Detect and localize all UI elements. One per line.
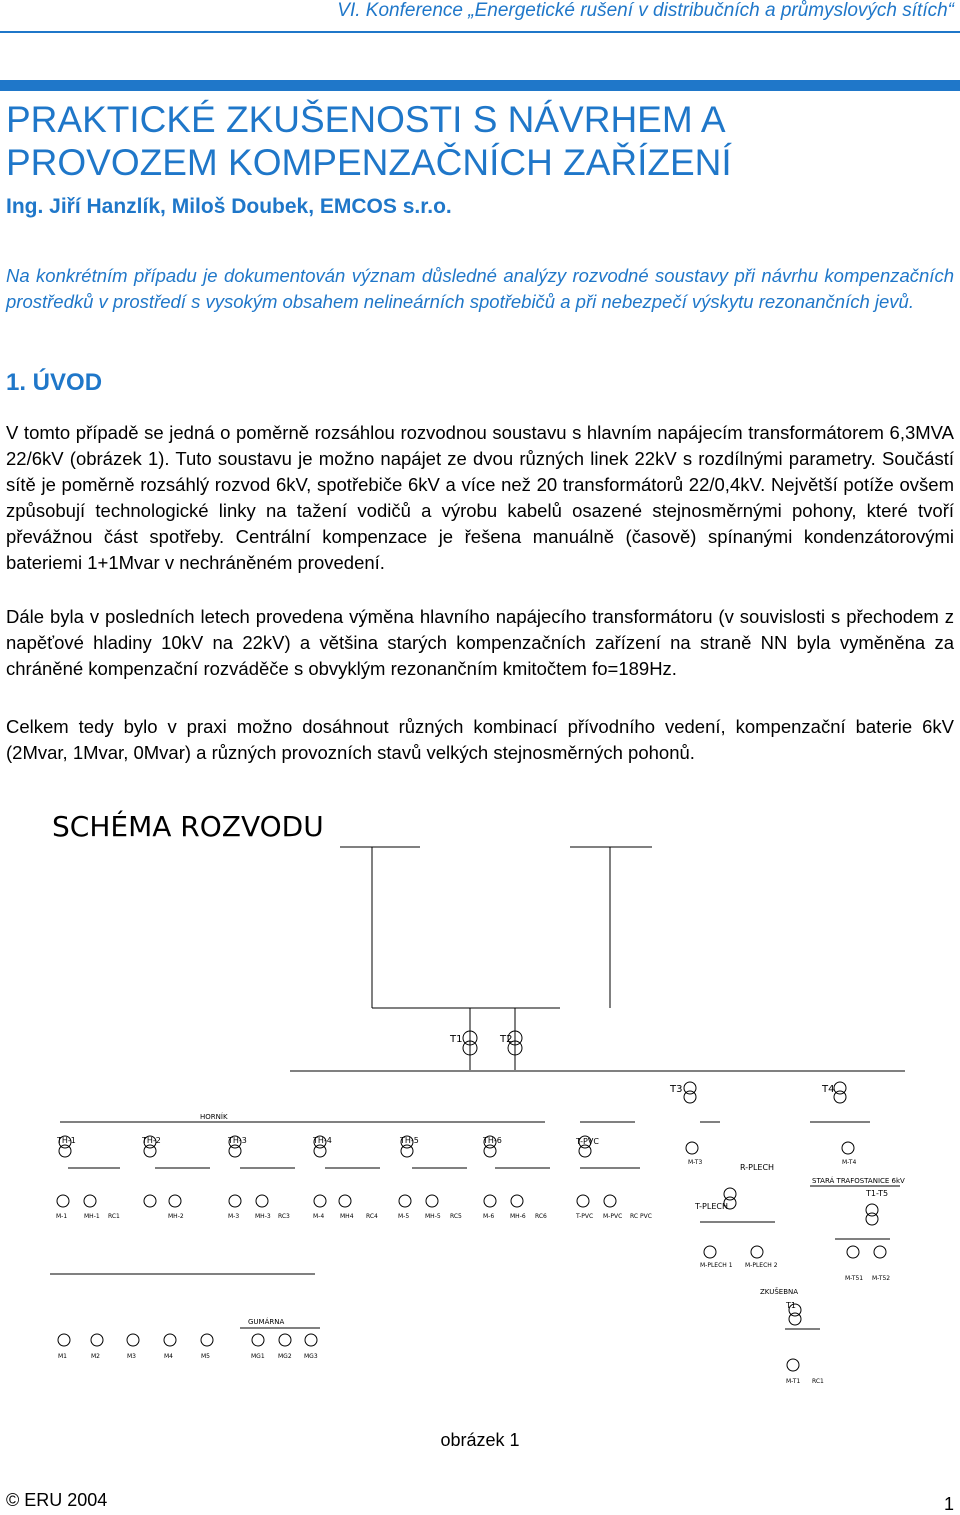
label-row2-mg1: MG1	[251, 1353, 265, 1360]
label-m6: M-6	[483, 1213, 495, 1220]
label-row2-m5: M5	[201, 1353, 210, 1360]
page-number: 1	[943, 1494, 954, 1514]
title-line-2: PROVOZEM KOMPENZAČNÍCH ZAŘÍZENÍ	[6, 142, 732, 183]
copyright: © ERU 2004	[6, 1490, 108, 1510]
label-row2-m3: M3	[127, 1353, 136, 1360]
label-rc1: RC1	[108, 1213, 120, 1220]
label-gumarna: GUMÁRNA	[248, 1318, 285, 1326]
paragraph-3: Celkem tedy bylo v praxi možno dosáhnout různých kombinací přívodního vedení, kompenzační baterie 6kV (2Mvar, 1Mvar, 0Mvar) a různých provozních stavů velkých stejnosměrných pohonů.	[6, 716, 954, 763]
label-m-pvc: M-PVC	[603, 1213, 623, 1220]
header-rule-thick	[0, 80, 960, 91]
label-th4: TH-4	[313, 1136, 332, 1145]
label-mh3: MH-3	[255, 1213, 271, 1220]
label-m-t52: M-T52	[872, 1275, 891, 1282]
label-t-pvc: T-PVC	[576, 1137, 599, 1146]
label-mh6: MH-6	[510, 1213, 526, 1220]
label-th2: TH-2	[142, 1136, 161, 1145]
label-mh1: MH-1	[84, 1213, 100, 1220]
label-t1-zkusebna: T1	[786, 1301, 796, 1310]
section-heading: 1. ÚVOD	[6, 369, 103, 396]
label-rc5: RC5	[450, 1213, 462, 1220]
schema-lines	[50, 847, 905, 1329]
label-t4: T4	[822, 1084, 835, 1095]
title-line-1: PRAKTICKÉ ZKUŠENOSTI S NÁVRHEM A	[6, 99, 726, 140]
conference-header: VI. Konference „Energetické rušení v distribučních a průmyslových sítích“	[337, 0, 954, 21]
motor-symbols	[57, 1142, 889, 1371]
schema-title: SCHÉMA ROZVODU	[52, 810, 324, 843]
label-r-plech: R-PLECH	[740, 1163, 775, 1172]
label-row2-m1: M1	[58, 1353, 67, 1360]
label-m-plech1: M-PLECH 1	[700, 1262, 733, 1269]
label-mh4: MH4	[340, 1213, 354, 1220]
header-rule-thin	[0, 31, 960, 33]
label-mh2: MH-2	[168, 1213, 184, 1220]
label-m-t1: M-T1	[786, 1378, 801, 1385]
label-m-t3: M-T3	[688, 1159, 703, 1166]
wiring-schematic	[0, 790, 960, 1430]
paragraph-2: Dále byla v posledních letech provedena výměna hlavního napájecího transformátoru (v souvislosti s přechodem z napěťové hladiny 10kV na 22kV) a většina starých kompenzačních zařízení na straně NN byla vyměněna za chráněné kompenzační rozváděče s obvyklým rezonančním kmitočtem fo=189Hz.	[6, 606, 954, 679]
paragraph-1: V tomto případě se jedná o poměrně rozsáhlou rozvodnou soustavu s hlavním napájecím transformátorem 6,3MVA 22/6kV (obrázek 1). Tuto soustavu je možno napájet ze dvou různých linek 22kV s rozdílnými parametry. Součástí sítě je poměrně rozsáhlý rozvod 6kV, spotřebiče 6kV a více než 20 transformátorů 22/0,4kV. Největší potíže ovšem způsobují technologické linky na tažení vodičů a výrobu kabelů osazené stejnosměrnými pohony, které tvoří převážnou část spotřeby. Centrální kompenzace je řešena manuálně (časově) spínanými kondenzátorovými bateriemi 1+1Mvar v nechráněném provedení.	[6, 422, 954, 573]
label-t1-t5: T1-T5	[866, 1189, 889, 1198]
label-m-t4: M-T4	[842, 1159, 857, 1166]
label-rc-pvc: RC PVC	[630, 1213, 652, 1220]
label-zkusebna: ZKUŠEBNA	[760, 1288, 799, 1296]
label-mh5: MH-5	[425, 1213, 441, 1220]
abstract: Na konkrétním případu je dokumentován význam důsledné analýzy rozvodné soustavy při návrhu kompenzačních prostředků v prostředí s vysokým obsahem nelineárních spotřebičů a při nebezpečí výskytu rezonančních jevů.	[6, 265, 954, 312]
label-t2: T2	[500, 1034, 513, 1045]
label-rc3: RC3	[278, 1213, 290, 1220]
label-t-plech: T-PLECH	[695, 1202, 728, 1211]
label-row2-m4: M4	[164, 1353, 173, 1360]
authors: Ing. Jiří Hanzlík, Miloš Doubek, EMCOS s.r.o.	[6, 195, 452, 218]
label-tpvc-motor: T-PVC	[576, 1213, 594, 1220]
label-rc4: RC4	[366, 1213, 378, 1220]
label-th3: TH-3	[228, 1136, 247, 1145]
paper-title	[6, 98, 946, 184]
label-m-plech2: M-PLECH 2	[745, 1262, 778, 1269]
label-row2-mg2: MG2	[278, 1353, 292, 1360]
transformer-symbols	[59, 1031, 878, 1325]
label-rc1-zkusebna: RC1	[812, 1378, 824, 1385]
label-hornik: HORNÍK	[200, 1113, 228, 1121]
label-m1: M-1	[56, 1213, 68, 1220]
label-m-t51: M-T51	[845, 1275, 864, 1282]
label-t3: T3	[670, 1084, 683, 1095]
label-th1: TH-1	[57, 1136, 76, 1145]
label-m3: M-3	[228, 1213, 240, 1220]
label-m4: M-4	[313, 1213, 325, 1220]
label-stara-trafostanice: STARÁ TRAFOSTANICE 6kV	[812, 1177, 905, 1185]
label-th6: TH-6	[483, 1136, 502, 1145]
label-t1: T1	[450, 1034, 463, 1045]
label-th5: TH-5	[400, 1136, 419, 1145]
figure-caption: obrázek 1	[440, 1430, 520, 1450]
label-row2-m2: M2	[91, 1353, 100, 1360]
label-m5: M-5	[398, 1213, 410, 1220]
schema-labels	[56, 1034, 905, 1385]
label-rc6: RC6	[535, 1213, 547, 1220]
label-row2-mg3: MG3	[304, 1353, 318, 1360]
